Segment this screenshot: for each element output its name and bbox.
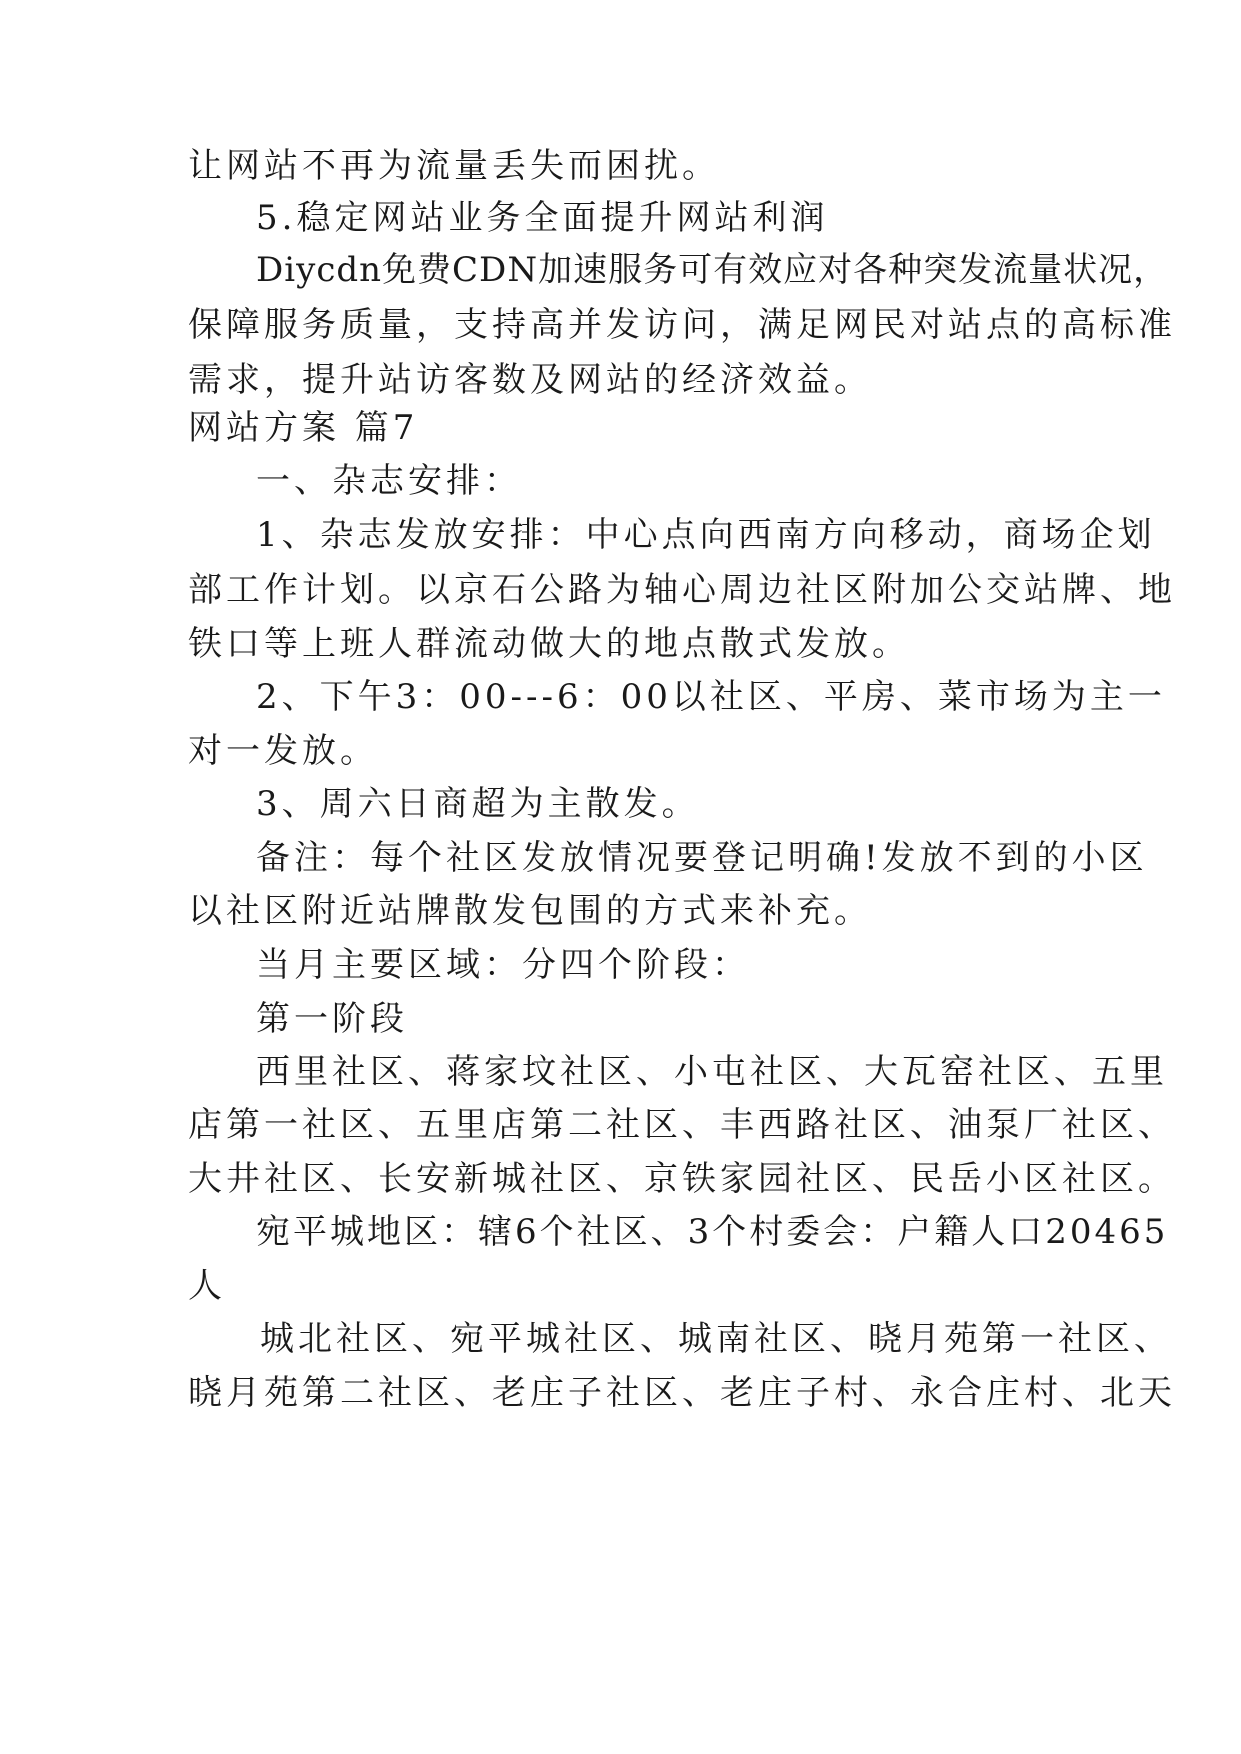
- paragraph-line: 对一发放。: [188, 731, 378, 771]
- section-heading: 第一阶段: [256, 999, 408, 1039]
- paragraph-line: 3、周六日商超为主散发。: [256, 784, 700, 824]
- section-heading: 一、杂志安排：: [256, 461, 522, 501]
- paragraph-line: 保障服务质量，支持高并发访问，满足网民对站点的高标准: [188, 305, 1176, 345]
- section-heading: 5.稳定网站业务全面提升网站利润: [256, 198, 829, 238]
- paragraph-line: 宛平城地区：辖6个社区、3个村委会：户籍人口20465: [256, 1212, 1169, 1252]
- paragraph-line: 备注：每个社区发放情况要登记明确!发放不到的小区: [256, 838, 1148, 878]
- paragraph-line: 西里社区、蒋家坟社区、小屯社区、大瓦窑社区、五里: [256, 1052, 1168, 1092]
- paragraph-line: Diycdn免费CDN加速服务可有效应对各种突发流量状况，: [256, 250, 1169, 290]
- paragraph-line: 大井社区、长安新城社区、京铁家园社区、民岳小区社区。: [188, 1159, 1176, 1199]
- paragraph-line: 当月主要区域：分四个阶段：: [256, 945, 750, 985]
- paragraph-line: 让网站不再为流量丢失而困扰。: [188, 146, 720, 186]
- document-title: 网站方案 篇7: [188, 408, 419, 448]
- paragraph-line: 2、下午3：00---6：00以社区、平房、菜市场为主一: [256, 677, 1166, 717]
- paragraph-line: 铁口等上班人群流动做大的地点散式发放。: [188, 624, 910, 664]
- paragraph-line: 人: [188, 1266, 226, 1306]
- paragraph-line: 城北社区、宛平城社区、城南社区、晓月苑第一社区、: [260, 1319, 1172, 1359]
- paragraph-line: 部工作计划。以京石公路为轴心周边社区附加公交站牌、地: [188, 570, 1176, 610]
- paragraph-line: 以社区附近站牌散发包围的方式来补充。: [188, 891, 872, 931]
- paragraph-line: 1、杂志发放安排：中心点向西南方向移动，商场企划: [256, 515, 1156, 555]
- paragraph-line: 晓月苑第二社区、老庄子社区、老庄子村、永合庄村、北天: [188, 1373, 1176, 1413]
- paragraph-line: 店第一社区、五里店第二社区、丰西路社区、油泵厂社区、: [188, 1105, 1176, 1145]
- paragraph-line: 需求，提升站访客数及网站的经济效益。: [188, 360, 872, 400]
